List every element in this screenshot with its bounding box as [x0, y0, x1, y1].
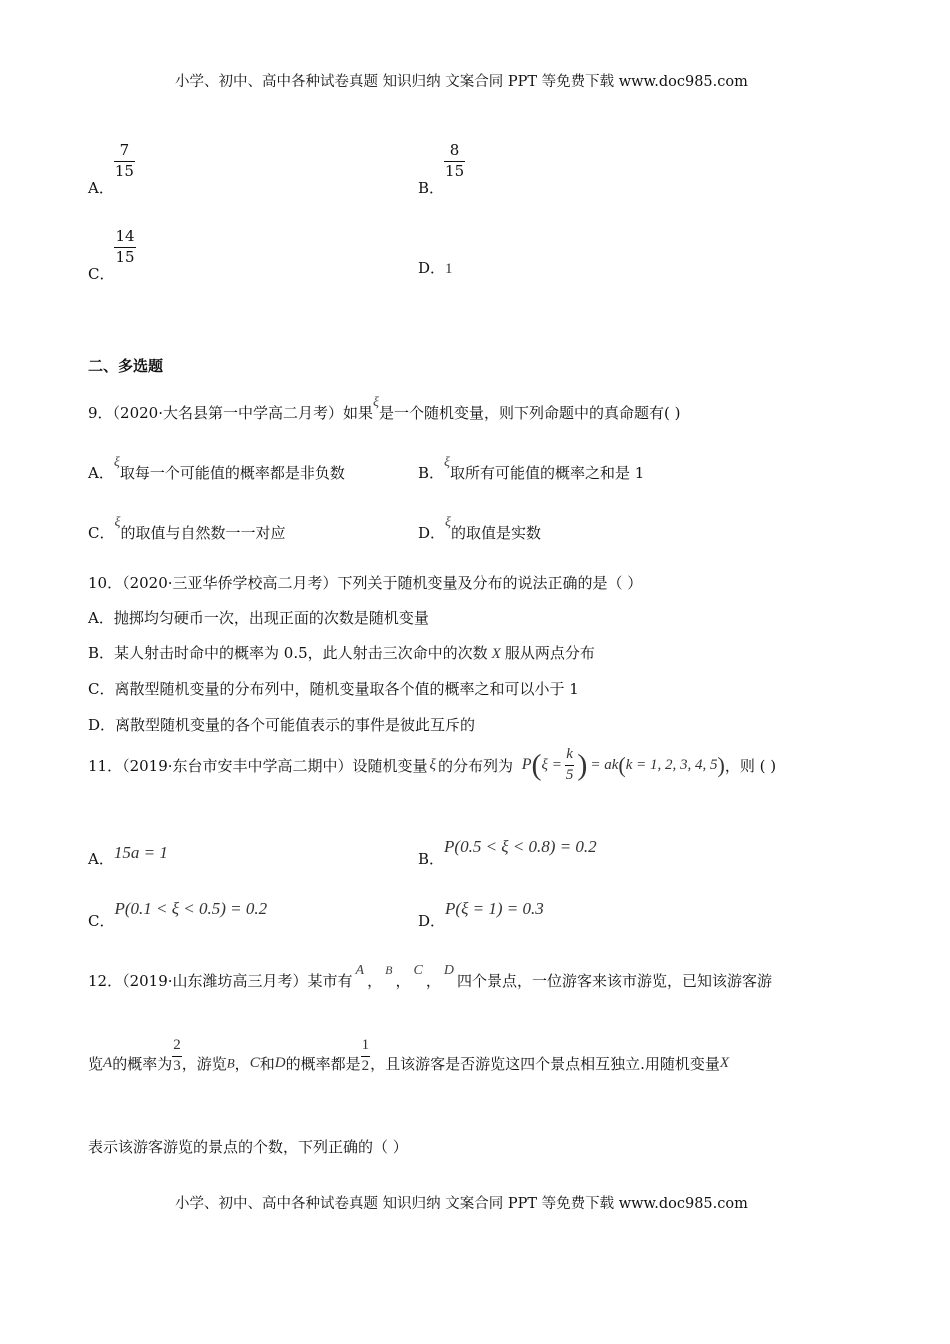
fraction: $\frac{14}{15}$: [115, 227, 135, 266]
q11-stem: 11．（2019·东台市安丰中学高二期中）设随机变量 ξ 的分布列为 P(ξ = $\frac{k}{5}$ ) = ak(k = 1, 2, 3, 4, 5)，则 ( ): [88, 746, 777, 783]
fraction: $\frac{8}{15}$: [445, 141, 465, 180]
option-label: B．: [418, 179, 445, 198]
q9-stem: 9．（2020·大名县第一中学高二月考）如果ξ是一个随机变量，则下列命题中的真命题有( ): [88, 395, 681, 422]
q10-option-d: D．离散型随机变量的各个可能值表示的事件是彼此互斥的: [88, 716, 476, 734]
q8-option-a: [88, 141, 135, 198]
q11-option-c: C．P(0.1 < ξ < 0.5) = 0.2: [88, 899, 268, 930]
q12-line2: 览A的概率为 $\frac{2}{3}$ ，游览B，C和D的概率都是 $\frac{1}{2}$ ，且该游客是否游览这四个景点相互独立.用随机变量X: [88, 1037, 730, 1074]
q11-option-a: A．15a = 1: [88, 843, 168, 868]
q8-option-b: [418, 141, 465, 198]
q9-option-c: C．ξ的取值与自然数一一对应: [88, 515, 286, 542]
q8-option-d: D．1: [418, 259, 453, 277]
fraction: $\frac{1}{2}$: [361, 1037, 370, 1074]
q10-option-b: B．某人射击时命中的概率为 0.5，此人射击三次命中的次数 X 服从两点分布: [88, 644, 595, 662]
fraction: $\frac{7}{15}$: [114, 141, 134, 180]
q9-option-a: A．ξ取每一个可能值的概率都是非负数: [88, 455, 345, 482]
option-label: C．: [88, 265, 115, 284]
option-label: A．: [88, 179, 114, 198]
q11-option-d: D．P(ξ = 1) = 0.3: [418, 899, 544, 930]
fraction: $\frac{2}{3}$: [173, 1037, 181, 1074]
fraction: $\frac{k}{5}$: [565, 746, 574, 783]
page-header: 小学、初中、高中各种试卷真题 知识归纳 文案合同 PPT 等免费下载 www.doc985.com: [175, 74, 748, 90]
q10-option-a: A．抛掷均匀硬币一次，出现正面的次数是随机变量: [88, 609, 429, 627]
q9-option-d: D．ξ的取值是实数: [418, 515, 542, 542]
page-footer: 小学、初中、高中各种试卷真题 知识归纳 文案合同 PPT 等免费下载 www.doc985.com: [175, 1196, 748, 1212]
q12-stem: 12．（2019·山东潍坊高三月考）某市有A，$^B$，C，D四个景点，一位游客来该市游览，已知该游客游: [88, 963, 772, 990]
q9-option-b: B．ξ取所有可能值的概率之和是 1: [418, 455, 645, 482]
q8-option-c: [88, 227, 136, 284]
section-title: 二、多选题: [88, 357, 164, 375]
q10-option-c: C．离散型随机变量的分布列中，随机变量取各个值的概率之和可以小于 1: [88, 680, 579, 698]
q10-stem: 10．（2020·三亚华侨学校高二月考）下列关于随机变量及分布的说法正确的是（ ）: [88, 574, 643, 592]
q11-option-b: B．P(0.5 < ξ < 0.8) = 0.2: [418, 837, 597, 868]
q12-line3: 表示该游客游览的景点的个数，下列正确的（ ）: [88, 1138, 408, 1156]
